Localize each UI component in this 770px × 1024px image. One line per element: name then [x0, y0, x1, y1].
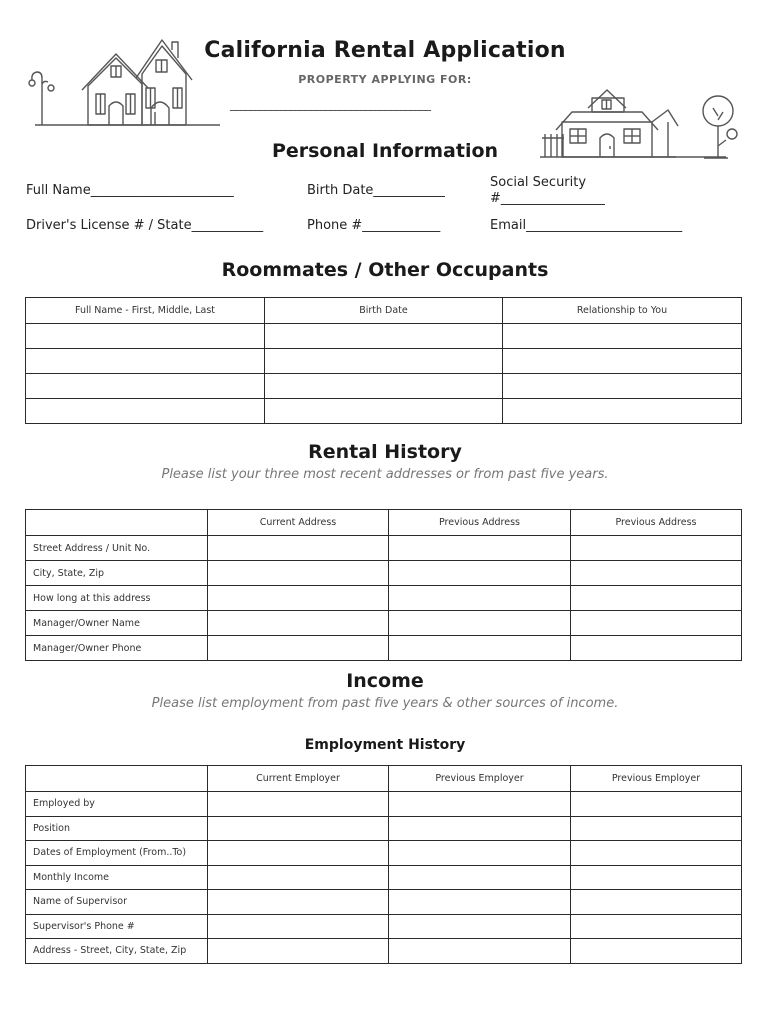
table-header-row: [26, 298, 742, 324]
column-header: Relationship to You: [503, 298, 742, 324]
table-row: [26, 536, 742, 561]
table-cell[interactable]: [26, 324, 265, 349]
table-cell[interactable]: [389, 865, 571, 890]
table-cell[interactable]: [571, 816, 742, 841]
column-header: Previous Address: [389, 510, 571, 536]
table-row: [26, 399, 742, 424]
column-header: Previous Employer: [389, 766, 571, 792]
roommates-table: [25, 297, 742, 424]
column-header: [26, 510, 208, 536]
table-cell[interactable]: [265, 349, 503, 374]
table-cell[interactable]: [208, 841, 389, 866]
row-label: City, State, Zip: [26, 561, 208, 586]
table-row: [26, 816, 742, 841]
table-cell[interactable]: [208, 561, 389, 586]
table-cell[interactable]: [389, 792, 571, 817]
income-note: Please list employment from past five years & other sources of income.: [151, 696, 619, 711]
table-cell[interactable]: [571, 841, 742, 866]
rental-history-heading: Rental History: [308, 441, 462, 463]
table-cell[interactable]: [571, 939, 742, 964]
property-field[interactable]: ________________________________________: [230, 97, 430, 111]
row-label: Employed by: [26, 792, 208, 817]
table-cell[interactable]: [208, 536, 389, 561]
table-cell[interactable]: [208, 816, 389, 841]
row-label: Address - Street, City, State, Zip: [26, 939, 208, 964]
table-row: [26, 939, 742, 964]
table-cell[interactable]: [208, 939, 389, 964]
page-title: California Rental Application: [204, 38, 566, 63]
table-cell[interactable]: [389, 636, 571, 661]
column-header: Current Address: [208, 510, 389, 536]
table-cell[interactable]: [503, 399, 742, 424]
table-cell[interactable]: [503, 324, 742, 349]
table-cell[interactable]: [571, 792, 742, 817]
property-label: PROPERTY APPLYING FOR:: [298, 73, 472, 86]
table-cell[interactable]: [571, 611, 742, 636]
table-cell[interactable]: [503, 374, 742, 399]
column-header: Full Name - First, Middle, Last: [26, 298, 265, 324]
employment-history-table: [25, 765, 742, 964]
table-cell[interactable]: [26, 399, 265, 424]
license-field[interactable]: Driver's License # / State___________: [26, 218, 264, 233]
table-cell[interactable]: [571, 561, 742, 586]
full-name-field[interactable]: Full Name______________________: [26, 183, 234, 198]
table-cell[interactable]: [389, 890, 571, 915]
table-cell[interactable]: [208, 865, 389, 890]
table-row: [26, 586, 742, 611]
ssn-label: Social Security: [490, 175, 587, 190]
table-row: [26, 636, 742, 661]
table-cell[interactable]: [389, 611, 571, 636]
table-cell[interactable]: [389, 586, 571, 611]
income-heading: Income: [346, 670, 424, 692]
table-row: [26, 611, 742, 636]
table-cell[interactable]: [208, 890, 389, 915]
column-header: Current Employer: [208, 766, 389, 792]
table-cell[interactable]: [26, 349, 265, 374]
column-header: Birth Date: [265, 298, 503, 324]
roommates-heading: Roommates / Other Occupants: [221, 259, 549, 281]
table-row: [26, 324, 742, 349]
column-header: Previous Employer: [571, 766, 742, 792]
row-label: Monthly Income: [26, 865, 208, 890]
table-cell[interactable]: [389, 914, 571, 939]
row-label: Manager/Owner Name: [26, 611, 208, 636]
table-row: [26, 374, 742, 399]
row-label: Position: [26, 816, 208, 841]
email-field[interactable]: Email________________________: [490, 218, 683, 233]
table-header-row: [26, 766, 742, 792]
table-row: [26, 890, 742, 915]
table-cell[interactable]: [389, 816, 571, 841]
column-header: Previous Address: [571, 510, 742, 536]
table-cell[interactable]: [208, 792, 389, 817]
table-row: [26, 561, 742, 586]
table-row: [26, 792, 742, 817]
table-cell[interactable]: [571, 636, 742, 661]
row-label: Name of Supervisor: [26, 890, 208, 915]
table-cell[interactable]: [208, 586, 389, 611]
birth-date-field[interactable]: Birth Date___________: [307, 183, 445, 198]
row-label: How long at this address: [26, 586, 208, 611]
table-row: [26, 841, 742, 866]
table-cell[interactable]: [265, 324, 503, 349]
table-cell[interactable]: [571, 586, 742, 611]
table-cell[interactable]: [208, 636, 389, 661]
table-row: [26, 349, 742, 374]
table-header-row: [26, 510, 742, 536]
table-cell[interactable]: [571, 890, 742, 915]
table-cell[interactable]: [265, 374, 503, 399]
table-cell[interactable]: [208, 611, 389, 636]
rental-history-note: Please list your three most recent addresses or from past five years.: [161, 467, 609, 482]
row-label: Supervisor's Phone #: [26, 914, 208, 939]
table-cell[interactable]: [571, 865, 742, 890]
table-cell[interactable]: [389, 939, 571, 964]
table-cell[interactable]: [208, 914, 389, 939]
table-cell[interactable]: [389, 561, 571, 586]
table-cell[interactable]: [503, 349, 742, 374]
table-cell[interactable]: [26, 374, 265, 399]
employment-history-heading: Employment History: [304, 737, 466, 753]
row-label: Dates of Employment (From..To): [26, 841, 208, 866]
table-cell[interactable]: [571, 536, 742, 561]
column-header: [26, 766, 208, 792]
phone-field[interactable]: Phone #____________: [307, 218, 441, 233]
table-cell[interactable]: [389, 536, 571, 561]
table-cell[interactable]: [265, 399, 503, 424]
row-label: Manager/Owner Phone: [26, 636, 208, 661]
table-cell[interactable]: [389, 841, 571, 866]
table-cell[interactable]: [571, 914, 742, 939]
row-label: Street Address / Unit No.: [26, 536, 208, 561]
table-row: [26, 914, 742, 939]
personal-info-heading: Personal Information: [271, 140, 499, 162]
rental-history-table: [25, 509, 742, 661]
ssn-field[interactable]: #________________: [490, 191, 605, 206]
table-row: [26, 865, 742, 890]
